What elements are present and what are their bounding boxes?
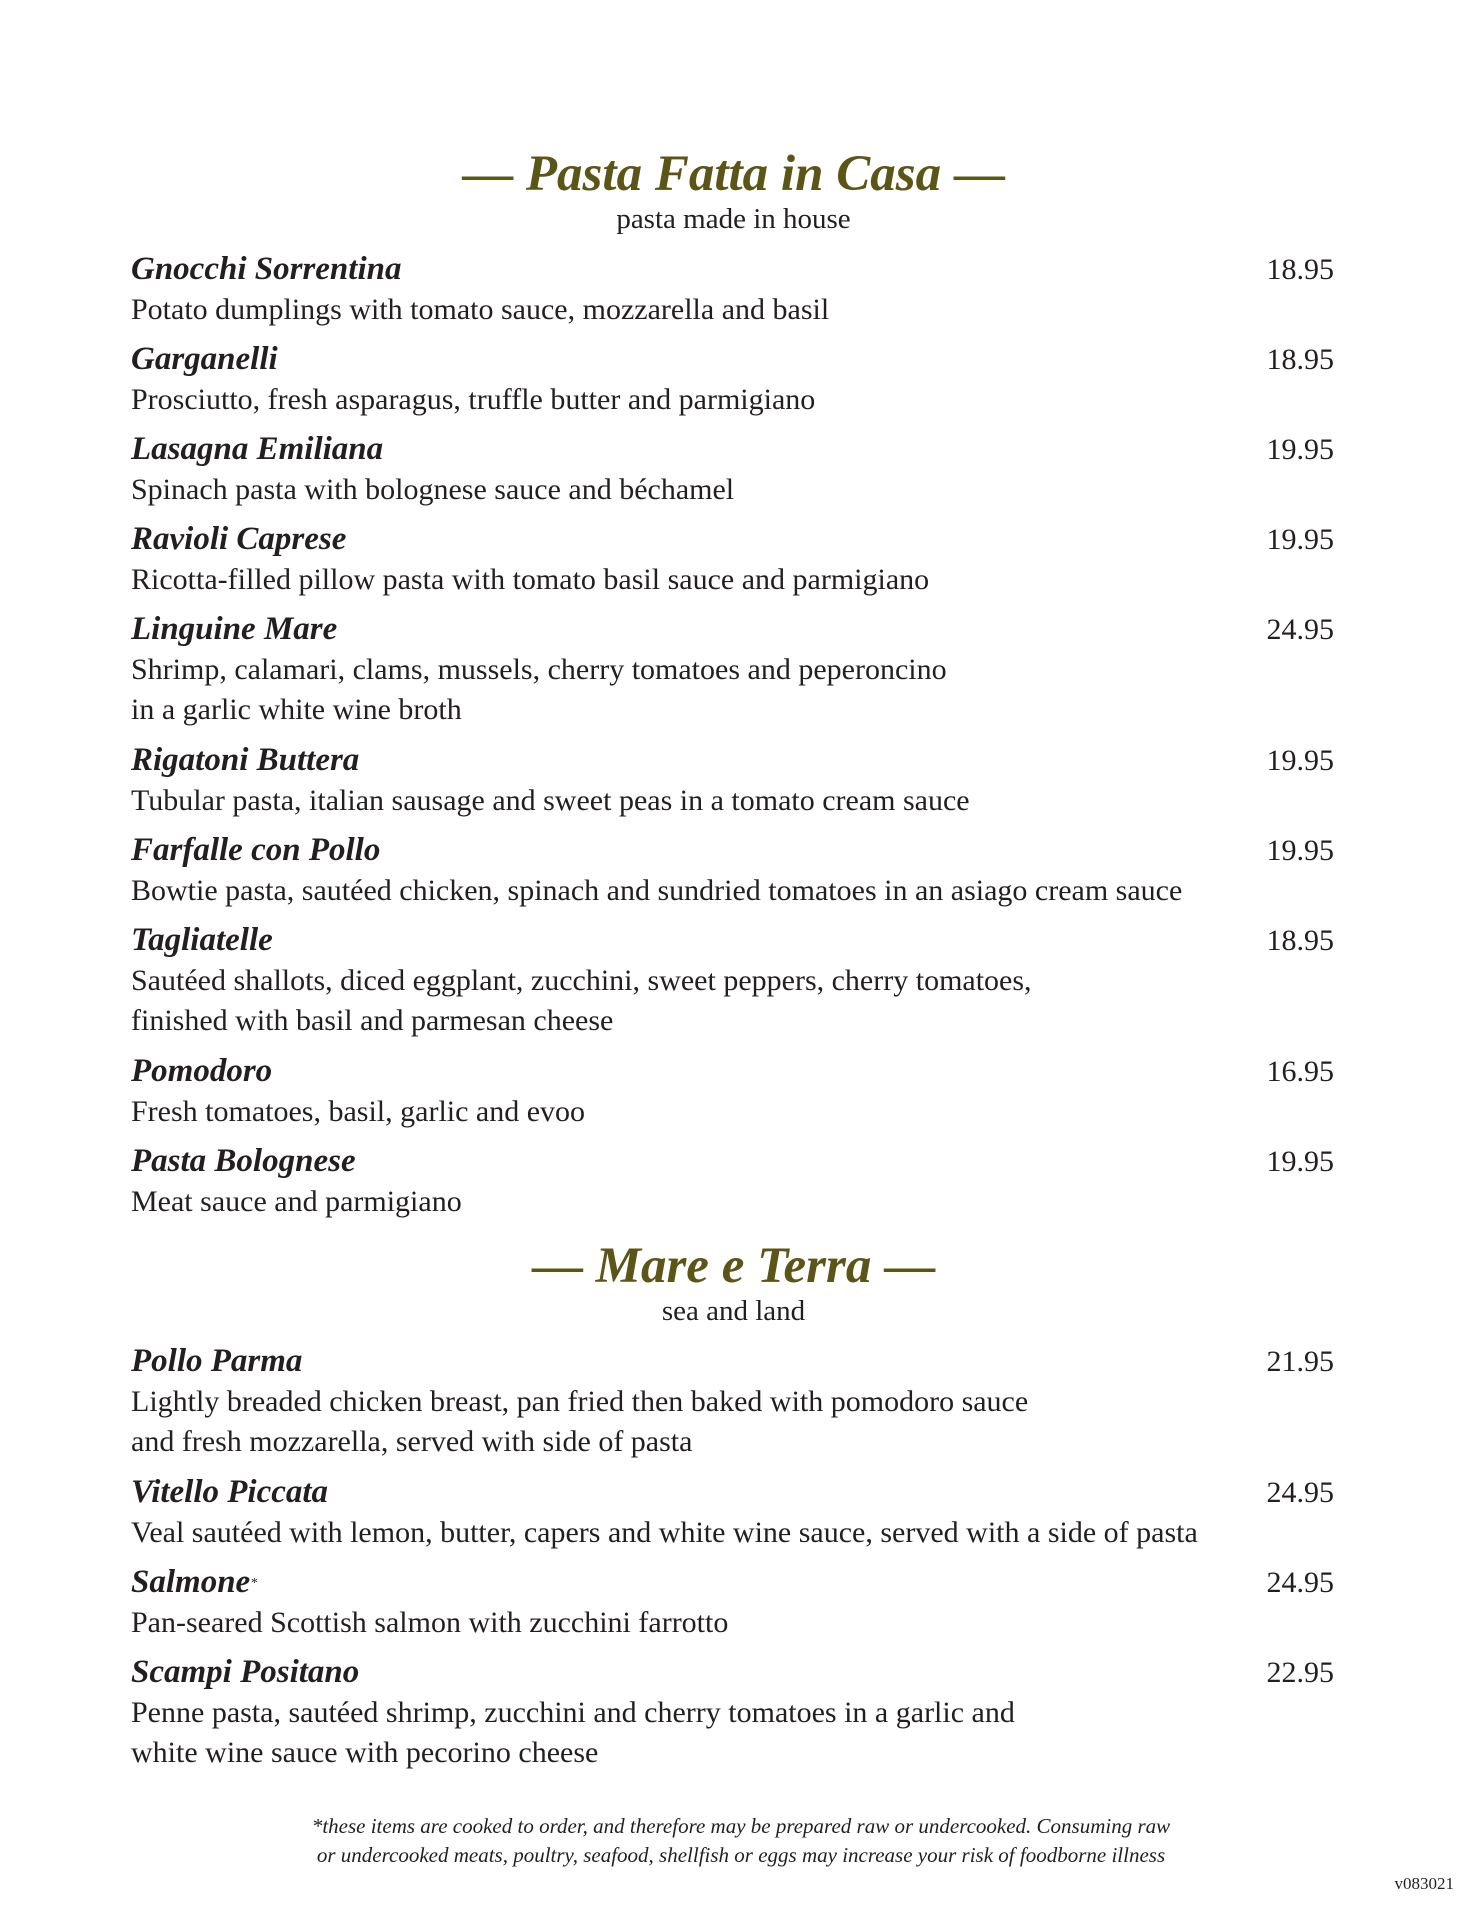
item-price: 21.95 — [1266, 1345, 1334, 1378]
item-description: Veal sautéed with lemon, butter, capers and white wine sauce, served with a side of pasta — [131, 1516, 1198, 1549]
menu-item — [131, 518, 1336, 600]
item-price: 18.95 — [1266, 924, 1334, 957]
item-name: Ravioli Caprese — [131, 521, 347, 557]
menu-item — [131, 1561, 1336, 1643]
item-description: Meat sauce and parmigiano — [131, 1185, 462, 1218]
item-description: Tubular pasta, italian sausage and sweet peas in a tomato cream sauce — [131, 784, 970, 817]
item-name: Farfalle con Pollo — [131, 832, 381, 868]
item-price: 24.95 — [1266, 1476, 1334, 1509]
item-description: Potato dumplings with tomato sauce, mozzarella and basil — [131, 293, 830, 326]
item-price: 19.95 — [1266, 523, 1334, 556]
menu-item — [131, 1651, 1336, 1773]
item-price: 22.95 — [1266, 1656, 1334, 1689]
item-name: Tagliatelle — [131, 922, 273, 958]
item-name: Scampi Positano — [131, 1654, 360, 1690]
item-price: 24.95 — [1266, 1566, 1334, 1599]
item-name: Vitello Piccata — [131, 1474, 329, 1510]
item-description: Spinach pasta with bolognese sauce and béchamel — [131, 473, 735, 506]
menu-item — [131, 919, 1336, 1041]
item-price: 19.95 — [1266, 433, 1334, 466]
item-price: 18.95 — [1266, 253, 1334, 286]
item-description: Prosciutto, fresh asparagus, truffle butter and parmigiano — [131, 383, 816, 416]
item-description: Pan-seared Scottish salmon with zucchini farrotto — [131, 1606, 729, 1639]
menu-item — [131, 1140, 1336, 1222]
item-description: in a garlic white wine broth — [131, 693, 462, 726]
item-name: Salmone* — [131, 1564, 258, 1600]
section-subtitle: pasta made in house — [616, 203, 851, 235]
item-name: Linguine Mare — [131, 611, 338, 647]
item-name: Pasta Bolognese — [131, 1143, 356, 1179]
menu-item — [131, 1471, 1336, 1553]
item-name: Lasagna Emiliana — [131, 431, 384, 467]
item-description: Sautéed shallots, diced eggplant, zucchini, sweet peppers, cherry tomatoes, — [131, 964, 1032, 997]
version-code: v083021 — [1394, 1874, 1454, 1893]
menu-item — [131, 829, 1336, 911]
item-price: 19.95 — [1266, 834, 1334, 867]
item-name: Garganelli — [131, 341, 278, 377]
item-price: 19.95 — [1266, 1145, 1334, 1178]
section-mare-header — [131, 1238, 1336, 1328]
menu-item — [131, 428, 1336, 510]
section-subtitle: sea and land — [661, 1295, 806, 1327]
section-pasta-header — [131, 146, 1336, 236]
item-description: and fresh mozzarella, served with side of pasta — [131, 1425, 693, 1458]
item-description: Penne pasta, sautéed shrimp, zucchini and cherry tomatoes in a garlic and — [131, 1696, 1015, 1729]
menu-page — [131, 0, 1336, 1920]
item-price: 18.95 — [1266, 343, 1334, 376]
disclaimer — [131, 1812, 1351, 1870]
item-name: Rigatoni Buttera — [131, 742, 360, 778]
item-price: 16.95 — [1266, 1055, 1334, 1088]
item-description: Lightly breaded chicken breast, pan fried then baked with pomodoro sauce — [131, 1385, 1029, 1418]
item-description: finished with basil and parmesan cheese — [131, 1004, 614, 1037]
item-name: Pollo Parma — [131, 1343, 303, 1379]
item-price: 24.95 — [1266, 613, 1334, 646]
item-price: 19.95 — [1266, 744, 1334, 777]
disclaimer-line: or undercooked meats, poultry, seafood, shellfish or eggs may increase your risk of foodborne illness — [316, 1843, 1166, 1867]
item-description: Fresh tomatoes, basil, garlic and evoo — [131, 1095, 586, 1128]
menu-item — [131, 739, 1336, 821]
item-name: Gnocchi Sorrentina — [131, 251, 402, 287]
item-name: Pomodoro — [131, 1053, 273, 1089]
disclaimer-line: *these items are cooked to order, and therefore may be prepared raw or undercooked. Consuming raw — [311, 1814, 1171, 1838]
menu-item — [131, 1340, 1336, 1462]
section-title: — Pasta Fatta in Casa — — [462, 146, 1005, 202]
item-description: Ricotta-filled pillow pasta with tomato basil sauce and parmigiano — [131, 563, 930, 596]
item-description: Bowtie pasta, sautéed chicken, spinach and sundried tomatoes in an asiago cream sauce — [131, 874, 1183, 907]
menu-item — [131, 608, 1336, 730]
asterisk-mark: * — [250, 1576, 258, 1591]
menu-item — [131, 1050, 1336, 1132]
menu-item — [131, 338, 1336, 420]
section-title: — Mare e Terra — — [531, 1238, 936, 1294]
menu-item — [131, 248, 1336, 330]
item-description: white wine sauce with pecorino cheese — [131, 1736, 599, 1769]
item-description: Shrimp, calamari, clams, mussels, cherry tomatoes and peperoncino — [131, 653, 947, 686]
